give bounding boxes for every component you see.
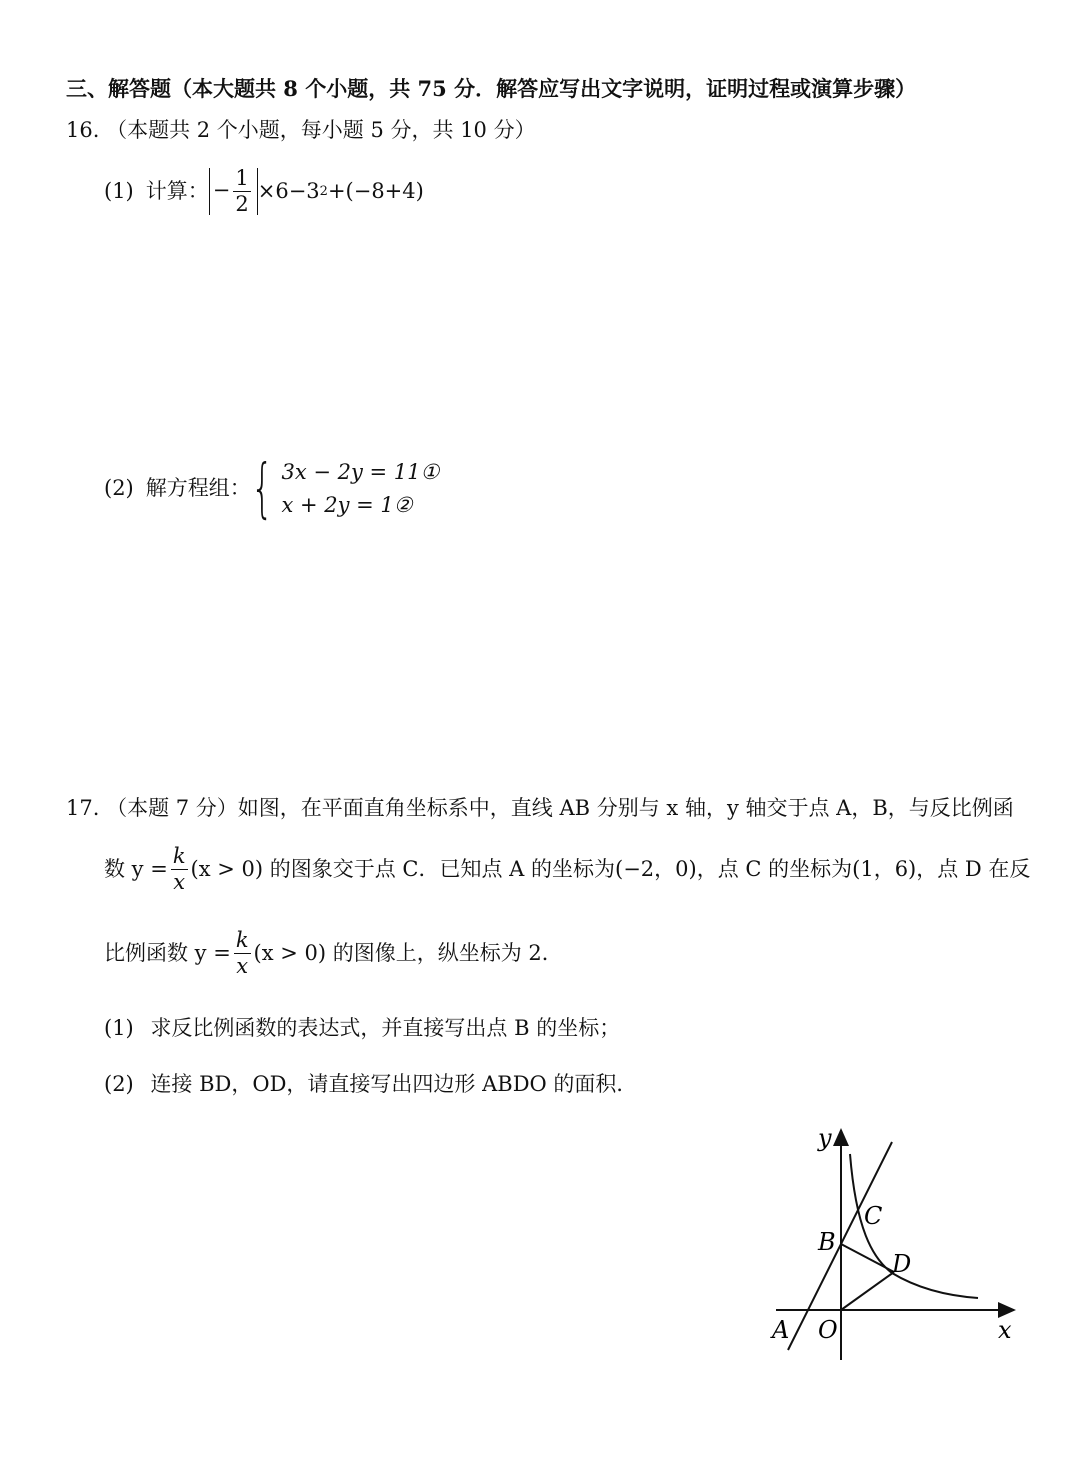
q16-part1-text: 计算：	[145, 178, 209, 203]
q16-part1	[104, 168, 424, 215]
minus-sign: −	[212, 178, 231, 202]
fraction-x-2: x	[236, 954, 249, 978]
label-y: y	[818, 1124, 832, 1152]
label-x: x	[998, 1316, 1012, 1344]
label-a: A	[772, 1316, 790, 1344]
q16-part2-label: (2)	[104, 475, 134, 500]
q17-number: 17.	[66, 796, 100, 820]
q17-line1	[66, 796, 1014, 821]
q16-part2	[104, 451, 440, 526]
q17-line3-pre: 比例函数 y =	[104, 940, 231, 965]
exponent: 2	[319, 183, 328, 199]
equation-1: 3x − 2y = 11①	[281, 460, 440, 484]
absolute-value-expression	[209, 168, 258, 215]
label-c: C	[864, 1202, 883, 1230]
q16-part1-expr-a: ×6−3	[257, 178, 320, 203]
q16-number: 16.	[66, 118, 100, 142]
fraction-k-over-x	[171, 846, 188, 893]
q17-part1-label: (1)	[104, 1016, 134, 1040]
system-brace: {	[250, 451, 274, 526]
q17-part2-label: (2)	[104, 1072, 134, 1096]
fraction-k: k	[172, 844, 186, 868]
segment-bd	[841, 1244, 894, 1272]
fraction-k-2: k	[235, 928, 249, 952]
q16-part2-text: 解方程组：	[145, 475, 251, 500]
q17-line2-pre: 数 y =	[104, 856, 168, 881]
coordinate-figure	[760, 1118, 1040, 1368]
q17-line3-post: (x > 0) 的图像上，纵坐标为 2．	[253, 940, 563, 965]
equation-2: x + 2y = 1②	[281, 492, 413, 517]
q17-part2	[104, 1072, 637, 1097]
fraction-x: x	[173, 870, 186, 894]
q16-intro: （本题共 2 个小题，每小题 5 分，共 10 分）	[106, 118, 536, 142]
q17-line2	[104, 846, 1030, 893]
q16-part1-label: (1)	[104, 178, 134, 203]
section-header: 三、解答题（本大题共 8 个小题，共 75 分．解答应写出文字说明，证明过程或演算步骤）	[66, 76, 917, 101]
q16-part1-expr-b: +(−8+4)	[327, 178, 424, 203]
q17-line3	[104, 930, 563, 977]
fraction-k-over-x-2	[234, 930, 251, 977]
q17-part1	[104, 1016, 620, 1041]
fraction-denominator: 2	[235, 192, 249, 216]
q17-part1-text: 求反比例函数的表达式，并直接写出点 B 的坐标；	[150, 1016, 621, 1040]
segment-od	[841, 1272, 894, 1310]
fraction-numerator: 1	[235, 166, 249, 190]
q17-line2-post: (x > 0) 的图象交于点 C．已知点 A 的坐标为(−2，0)，点 C 的坐标为(1，6)，点 D 在反	[190, 856, 1031, 881]
equation-system	[281, 456, 439, 521]
q17-line1-text: （本题 7 分）如图，在平面直角坐标系中，直线 AB 分别与 x 轴，y 轴交于点 A，B，与反比例函	[106, 796, 1014, 820]
fraction-one-half	[233, 168, 250, 215]
label-b: B	[818, 1228, 836, 1256]
q16-heading	[66, 118, 536, 143]
label-o: O	[818, 1316, 838, 1344]
label-d: D	[892, 1250, 912, 1278]
q17-part2-text: 连接 BD，OD，请直接写出四边形 ABDO 的面积．	[150, 1072, 638, 1096]
